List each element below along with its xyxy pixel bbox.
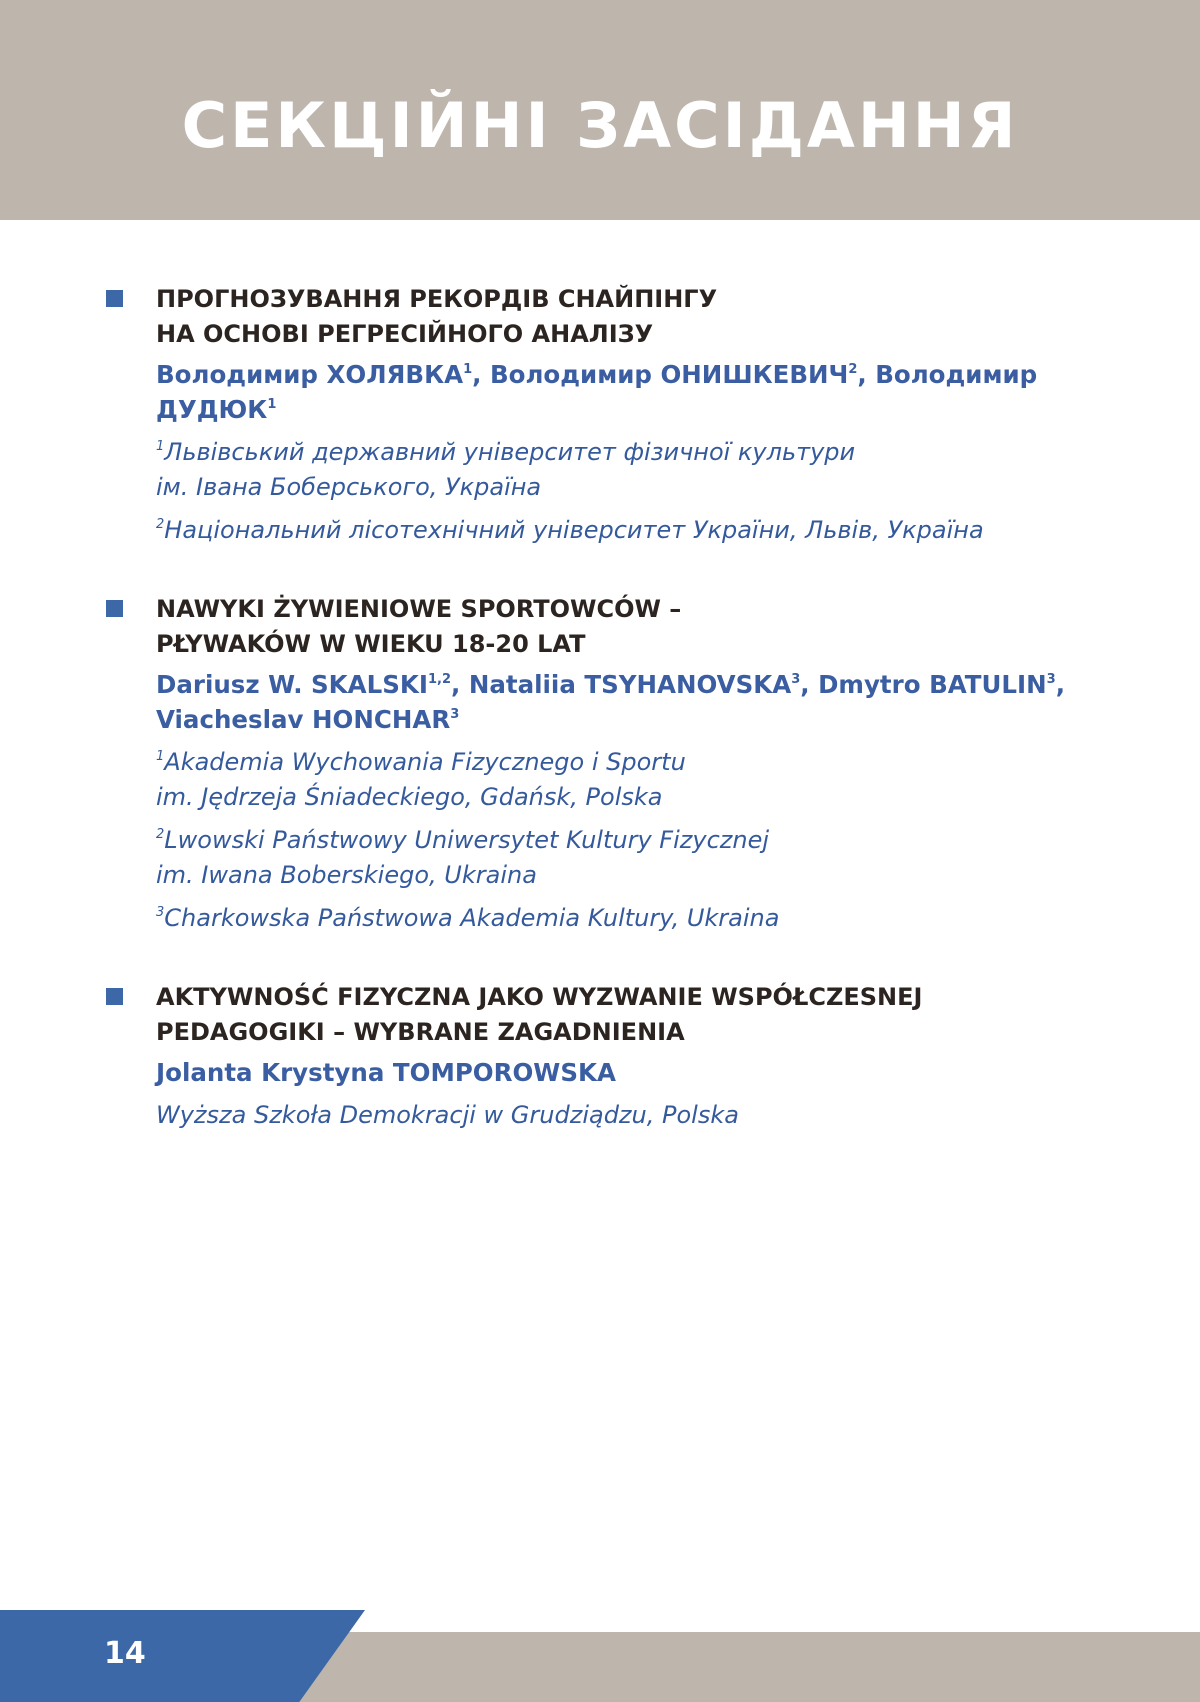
author-name: Dmytro BATULIN	[818, 670, 1047, 699]
entry-affiliation	[156, 901, 1106, 936]
author-affiliation-index: 2	[848, 362, 858, 377]
affiliation-text: Wyższa Szkoła Demokracji w Grudziądzu, Polska	[156, 1101, 739, 1129]
entry-authors	[156, 357, 1106, 427]
author-separator: ,	[1055, 670, 1066, 699]
entry-title: ПРОГНОЗУВАННЯ РЕКОРДІВ СНАЙПІНГУ НА ОСНОВІ РЕГРЕСІЙНОГО АНАЛІЗУ	[156, 285, 718, 348]
author-name: Володимир ОНИШКЕВИЧ	[489, 360, 849, 389]
author-affiliation-index: 1,2	[427, 672, 452, 687]
square-bullet-icon	[106, 600, 123, 617]
affiliation-index: 1	[156, 749, 165, 764]
author-separator: ,	[472, 360, 490, 389]
author-affiliation-index: 1	[463, 362, 473, 377]
author-affiliation-index: 1	[267, 397, 277, 412]
author-name: Володимир ДУДЮК	[156, 360, 1038, 424]
author-separator: ,	[451, 670, 469, 699]
session-entry	[106, 282, 1106, 548]
author-name: Володимир ХОЛЯВКА	[156, 360, 464, 389]
affiliation-index: 3	[156, 905, 165, 920]
entry-affiliation	[156, 823, 1106, 893]
square-bullet-icon	[106, 988, 123, 1005]
author-affiliation-index: 3	[791, 672, 801, 687]
author-name: Dariusz W. SKALSKI	[156, 670, 428, 699]
author-affiliation-index: 3	[1046, 672, 1056, 687]
affiliation-text: Akademia Wychowania Fizycznego i Sportu im. Jędrzeja Śniadeckiego, Gdańsk, Polska	[156, 748, 686, 811]
affiliation-index: 1	[156, 439, 165, 454]
entry-affiliation	[156, 745, 1106, 815]
session-entry	[106, 980, 1106, 1133]
session-entry	[106, 592, 1106, 936]
square-bullet-icon	[106, 290, 123, 307]
entry-affiliation	[156, 513, 1106, 548]
affiliation-index: 2	[156, 827, 165, 842]
affiliation-text: Lwowski Państwowy Uniwersytet Kultury Fizycznej im. Iwana Boberskiego, Ukraina	[156, 826, 770, 889]
affiliation-text: Національний лісотехнічний університет України, Львів, Україна	[164, 516, 984, 544]
session-entries	[106, 282, 1106, 1177]
entry-title: AKTYWNOŚĆ FIZYCZNA JAKO WYZWANIE WSPÓŁCZESNEJ PEDAGOGIKI – WYBRANE ZAGADNIENIA	[156, 983, 923, 1046]
page-title: СЕКЦІЙНІ ЗАСІДАННЯ	[181, 89, 1019, 162]
affiliation-text: Львівський державний університет фізичної культури ім. Івана Боберського, Україна	[156, 438, 856, 501]
entry-affiliation	[156, 435, 1106, 505]
page-number: 14	[104, 1636, 146, 1671]
affiliation-index: 2	[156, 517, 165, 532]
entry-title: NAWYKI ŻYWIENIOWE SPORTOWCÓW – PŁYWAKÓW W WIEKU 18-20 LAT	[156, 595, 682, 658]
entry-affiliation	[156, 1098, 1106, 1133]
entry-authors	[156, 1055, 1106, 1090]
entry-authors	[156, 667, 1106, 737]
affiliation-text: Charkowska Państwowa Akademia Kultury, Ukraina	[164, 904, 780, 932]
author-name: Nataliia TSYHANOVSKA	[468, 670, 792, 699]
author-name: Viacheslav HONCHAR	[156, 705, 451, 734]
author-name: Jolanta Krystyna TOMPOROWSKA	[156, 1058, 616, 1087]
author-separator: ,	[857, 360, 876, 389]
author-affiliation-index: 3	[450, 707, 460, 722]
author-separator: ,	[800, 670, 819, 699]
